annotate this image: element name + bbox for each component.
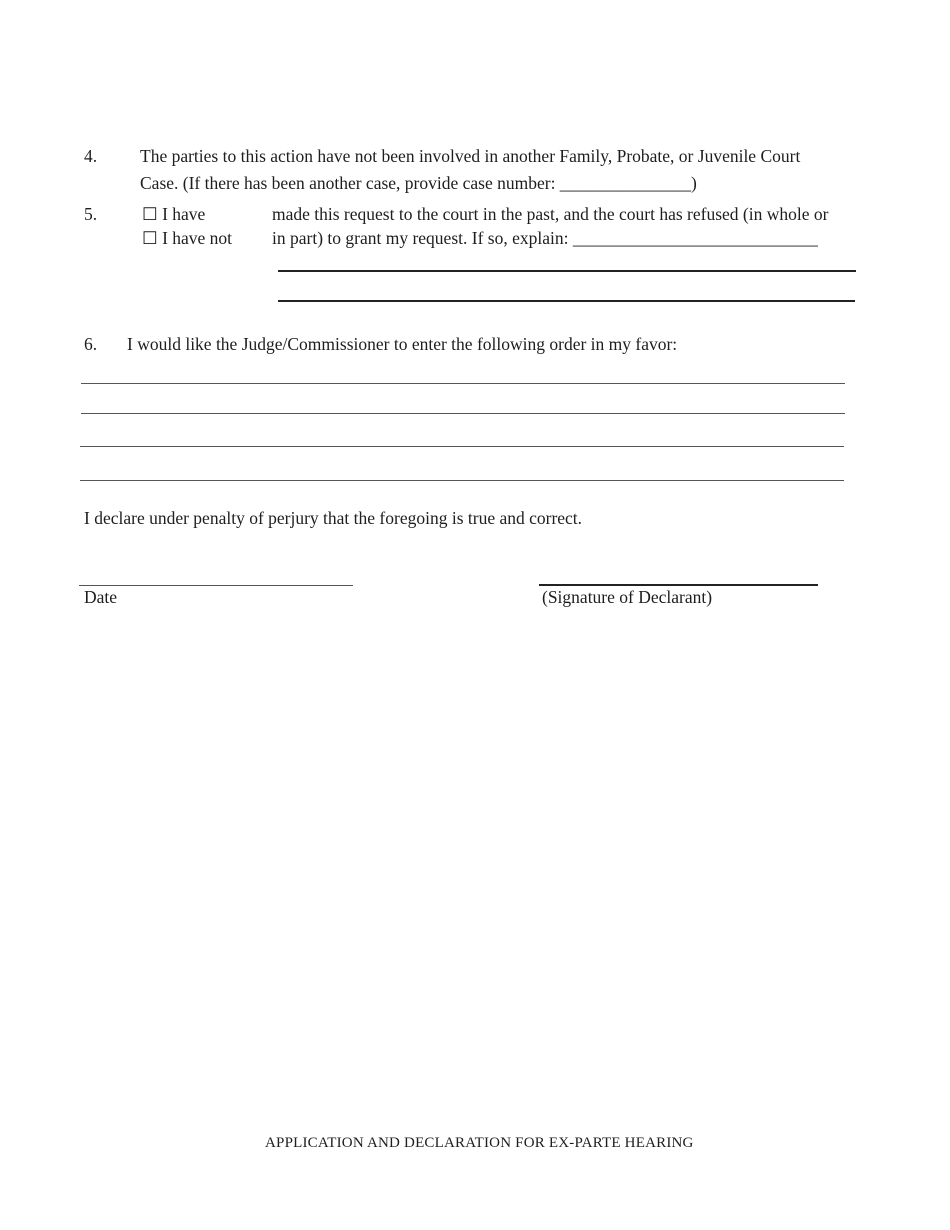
date-label: Date: [84, 587, 118, 607]
order-line-2[interactable]: [81, 413, 845, 414]
item-6-text: I would like the Judge/Commissioner to enter the following order in my favor:: [127, 334, 678, 354]
item-5-number: 5.: [84, 204, 98, 224]
item-6-number: 6.: [84, 334, 98, 354]
checkbox-i-have-not[interactable]: ☐ I have not: [142, 228, 233, 248]
date-line[interactable]: [79, 585, 353, 586]
signature-line[interactable]: [539, 584, 818, 586]
checkbox-i-have[interactable]: ☐ I have: [142, 204, 206, 224]
item-4-text-line-2: Case. (If there has been another case, provide case number: _______________): [140, 173, 697, 193]
explain-line-1[interactable]: [278, 270, 856, 272]
item-5-text-line-1: made this request to the court in the past, and the court has refused (in whole or: [272, 204, 829, 224]
explain-line-2[interactable]: [278, 300, 855, 302]
item-5-text-line-2: in part) to grant my request. If so, explain: ____________________________: [272, 228, 818, 248]
item-4-number: 4.: [84, 146, 98, 166]
order-line-1[interactable]: [81, 383, 845, 384]
footer-title: APPLICATION AND DECLARATION FOR EX-PARTE HEARING: [265, 1135, 694, 1151]
order-line-3[interactable]: [80, 446, 844, 447]
item-4-text-line-1: The parties to this action have not been involved in another Family, Probate, or Juvenile Court: [140, 146, 801, 166]
signature-label: (Signature of Declarant): [542, 587, 713, 607]
order-line-4[interactable]: [80, 480, 844, 481]
perjury-declaration: I declare under penalty of perjury that the foregoing is true and correct.: [84, 508, 583, 528]
